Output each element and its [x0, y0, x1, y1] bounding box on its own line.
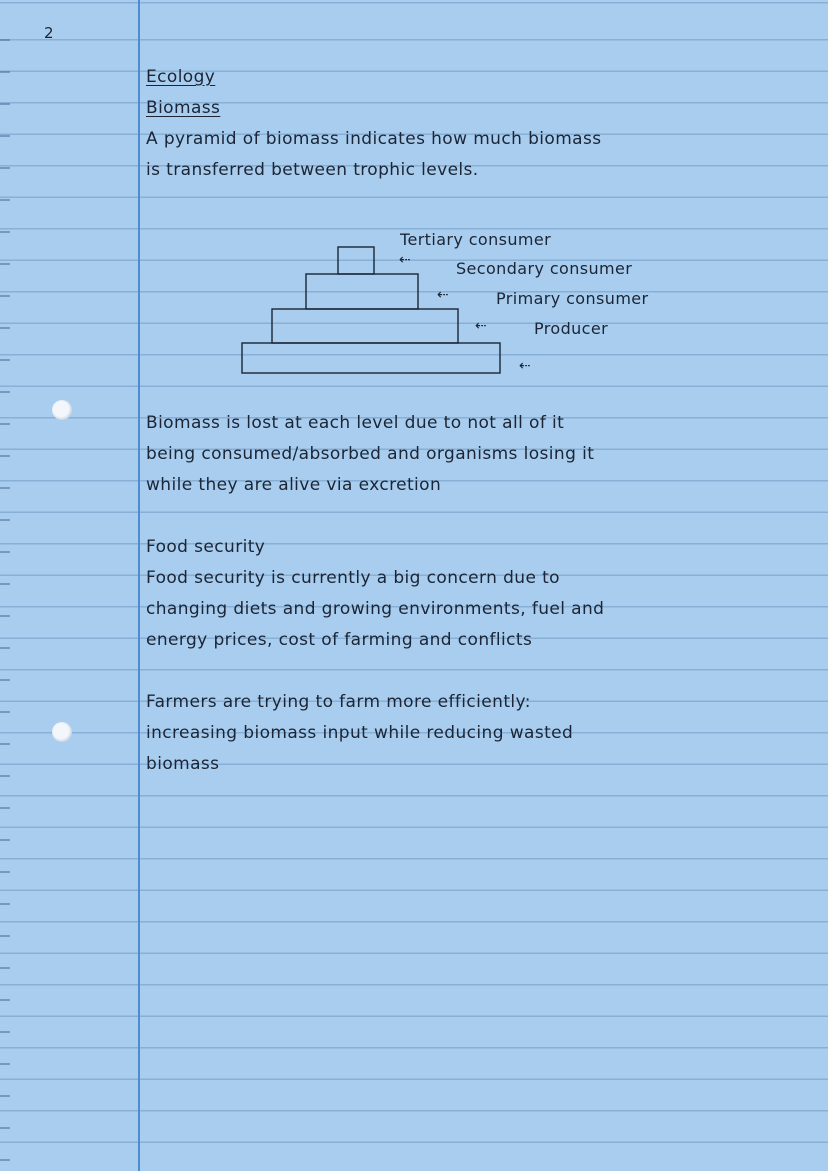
pyramid-level-secondary [306, 274, 418, 309]
pyramid-level-producer [242, 343, 500, 373]
arrow-icon: ⇠ [399, 252, 411, 268]
pyramid-level-primary [272, 309, 458, 343]
farmers-line: Farmers are trying to farm more efficiently: [146, 692, 531, 712]
farmers-line: increasing biomass input while reducing wasted [146, 723, 574, 743]
arrow-icon: ⇠ [475, 318, 487, 334]
food-security-title: Food security [146, 537, 266, 557]
pyramid-level-tertiary [338, 247, 374, 274]
food-security-line: energy prices, cost of farming and conflicts [146, 630, 533, 650]
biomass-loss-line: while they are alive via excretion [146, 475, 442, 495]
section-subtitle: Biomass [146, 98, 221, 118]
arrow-icon: ⇠ [437, 287, 449, 303]
label-tertiary-consumer: Tertiary consumer [400, 230, 552, 249]
biomass-loss-line: Biomass is lost at each level due to not all of it [146, 413, 565, 433]
label-producer: Producer [534, 319, 609, 338]
arrow-icon: ⇠ [519, 358, 531, 374]
farmers-line: biomass [146, 754, 220, 774]
food-security-line: Food security is currently a big concern due to [146, 568, 560, 588]
biomass-loss-line: being consumed/absorbed and organisms losing it [146, 444, 595, 464]
food-security-line: changing diets and growing environments, fuel and [146, 599, 605, 619]
intro-line: A pyramid of biomass indicates how much biomass [146, 129, 602, 149]
page-number: 2 [44, 24, 54, 42]
section-title: Ecology [146, 67, 216, 87]
label-secondary-consumer: Secondary consumer [456, 259, 633, 278]
label-primary-consumer: Primary consumer [496, 289, 649, 308]
intro-line: is transferred between trophic levels. [146, 160, 479, 180]
